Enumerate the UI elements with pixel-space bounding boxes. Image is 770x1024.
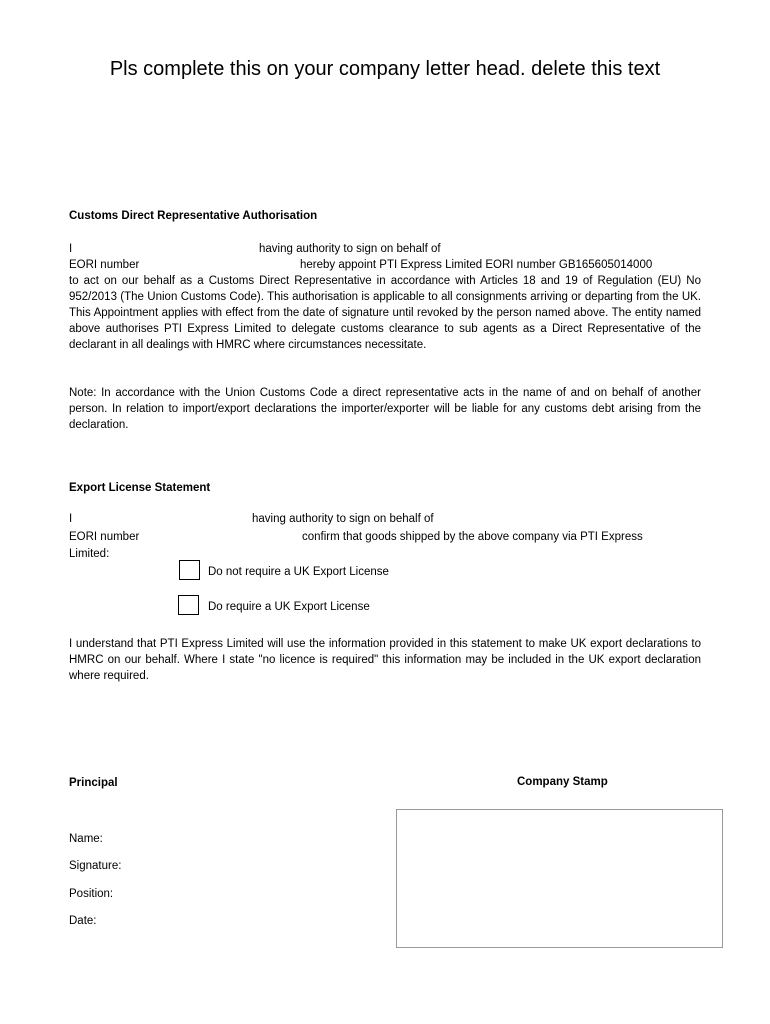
principal-heading: Principal bbox=[69, 777, 118, 789]
no-license-label: Do not require a UK Export License bbox=[208, 566, 389, 578]
no-license-checkbox[interactable] bbox=[179, 560, 200, 580]
license-required-checkbox[interactable] bbox=[178, 595, 199, 615]
export-limited-text: Limited: bbox=[69, 548, 110, 560]
date-label: Date: bbox=[69, 915, 97, 927]
signature-label: Signature: bbox=[69, 860, 122, 872]
customs-eori-label: EORI number bbox=[69, 259, 140, 271]
export-section-title: Export License Statement bbox=[69, 482, 211, 494]
customs-note: Note: In accordance with the Union Customs Code a direct representative acts in the name of and on behalf of another person. In relation to import/export declarations the importer/exporter will be liable for any customs debt arising from the declaration. bbox=[69, 387, 701, 431]
name-label: Name: bbox=[69, 833, 103, 845]
customs-appoint-text: hereby appoint PTI Express Limited EORI number GB165605014000 bbox=[300, 259, 653, 271]
company-stamp-box[interactable] bbox=[396, 809, 723, 948]
company-stamp-heading: Company Stamp bbox=[517, 776, 608, 788]
customs-line1-start: I bbox=[69, 243, 73, 255]
position-label: Position: bbox=[69, 888, 114, 900]
export-understanding-text: I understand that PTI Express Limited will use the information provided in this statement to make UK export declarations to HMRC on our behalf. Where I state "no licence is required" this information may be included in the UK export declaration where required. bbox=[69, 638, 701, 682]
license-required-label: Do require a UK Export License bbox=[208, 601, 370, 613]
export-line1-authority: having authority to sign on behalf of bbox=[252, 513, 434, 525]
letterhead-instruction: Pls complete this on your company letter head. delete this text bbox=[109, 58, 661, 80]
export-confirm-text: confirm that goods shipped by the above company via PTI Express bbox=[302, 531, 643, 543]
export-eori-label: EORI number bbox=[69, 531, 140, 543]
customs-section-title: Customs Direct Representative Authorisation bbox=[69, 210, 318, 222]
customs-authorisation-body: to act on our behalf as a Customs Direct Representative in accordance with Articles 18 and 19 of Regulation (EU) No 952/2013 (The Union Customs Code). This authorisation is applicable to all consignments arriving or departing from the UK. This Appointment applies with effect from the date of signature until revoked by the person named above. The entity named above authorises PTI Express Limited to delegate customs clearance to sub agents as a Direct Representative of the declarant in all dealings with HMRC where circumstances necessitate. bbox=[69, 275, 701, 351]
export-line1-start: I bbox=[69, 513, 73, 525]
customs-line1-authority: having authority to sign on behalf of bbox=[259, 243, 441, 255]
